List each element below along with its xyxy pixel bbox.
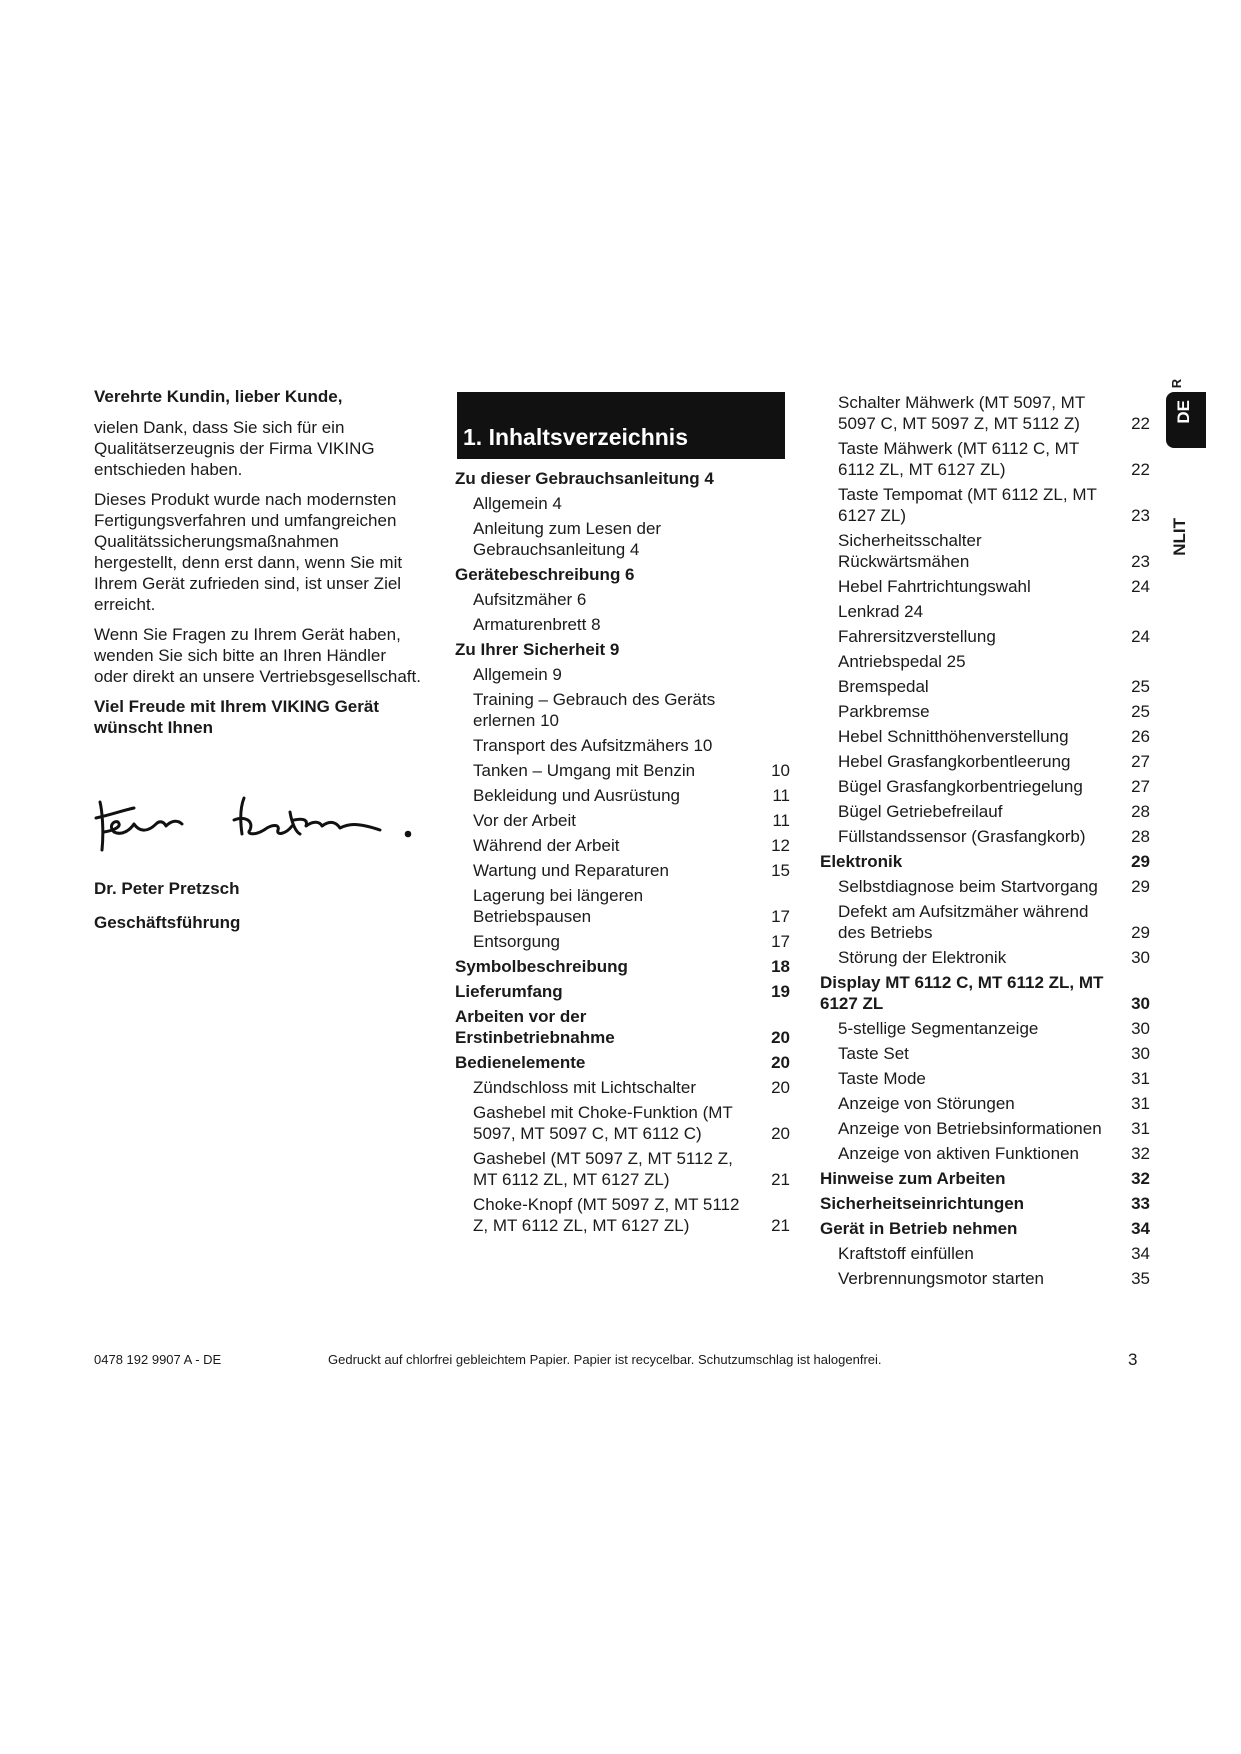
toc-entry-page: 11 [772, 811, 790, 830]
toc-entry[interactable] [820, 601, 1150, 622]
toc-entry[interactable] [455, 810, 790, 831]
toc-entry-page: 30 [1131, 1044, 1150, 1063]
toc-entry[interactable] [455, 885, 790, 927]
toc-entry-title: Hebel Grasfangkorbentleerung [838, 752, 1071, 771]
toc-entry-title: Gashebel (MT 5097 Z, MT 5112 Z, MT 6112 ZL, MT 6127 ZL) [473, 1149, 733, 1189]
toc-entry[interactable] [455, 1077, 790, 1098]
toc-entry-page: 27 [1131, 752, 1150, 771]
toc-entry[interactable] [455, 689, 790, 731]
toc-entry-title: Selbstdiagnose beim Startvorgang [838, 877, 1098, 896]
toc-entry-page: 22 [1131, 460, 1150, 479]
toc-entry-title: Training – Gebrauch des Geräts erlernen 10 [473, 690, 716, 730]
document-code: 0478 192 9907 A - DE [94, 1352, 222, 1367]
toc-entry[interactable] [820, 1168, 1150, 1189]
toc-entry-title: Hinweise zum Arbeiten [820, 1169, 1006, 1188]
toc-entry-title: Gerät in Betrieb nehmen [820, 1219, 1018, 1238]
toc-entry-page: 21 [771, 1216, 790, 1235]
toc-entry-title: Anzeige von Betriebsinformationen [838, 1119, 1102, 1138]
toc-entry[interactable] [455, 564, 790, 585]
toc-entry[interactable] [455, 860, 790, 881]
toc-entry-title: Parkbremse [838, 702, 930, 721]
toc-entry-title: Lieferumfang [455, 982, 563, 1001]
toc-entry-title: Taste Set [838, 1044, 909, 1063]
toc-entry-title: Sicherheitseinrichtungen [820, 1194, 1025, 1213]
signatory-name: Dr. Peter Pretzsch [94, 879, 240, 898]
toc-entry[interactable] [820, 1018, 1150, 1039]
toc-entry-page: 20 [771, 1124, 790, 1143]
toc-entry[interactable] [455, 1148, 790, 1190]
toc-entry[interactable] [820, 651, 1150, 672]
toc-entry-page: 24 [1131, 577, 1150, 596]
toc-entry-page: 30 [1131, 994, 1150, 1013]
toc-entry-page: 10 [771, 761, 790, 780]
toc-entry[interactable] [820, 826, 1150, 847]
toc-entry-page: 29 [1131, 852, 1150, 871]
toc-entry-page: 11 [772, 786, 790, 805]
toc-entry-page: 25 [1131, 677, 1150, 696]
toc-entry-title: Taste Tempomat (MT 6112 ZL, MT 6127 ZL) [838, 485, 1097, 525]
page-number: 3 [1128, 1350, 1138, 1369]
toc-entry-page: 32 [1131, 1169, 1150, 1188]
toc-entry[interactable] [455, 956, 790, 977]
toc-entry[interactable] [820, 676, 1150, 697]
letter-paragraph-3: Wenn Sie Fragen zu Ihrem Gerät haben, wenden Sie sich bitte an Ihren Händler oder direkt an unsere Vertriebsgesellschaft. [94, 625, 421, 686]
toc-entry[interactable] [820, 851, 1150, 872]
toc-entry-title: Anzeige von aktiven Funktionen [838, 1144, 1079, 1163]
toc-entry-title: Hebel Fahrtrichtungswahl [838, 577, 1031, 596]
toc-entry[interactable] [820, 751, 1150, 772]
toc-entry-title: Sicherheitsschalter Rückwärtsmähen [838, 531, 982, 571]
toc-entry-page: 29 [1131, 923, 1150, 942]
toc-entry[interactable] [820, 484, 1150, 526]
toc-entry[interactable] [820, 947, 1150, 968]
toc-entry-page: 22 [1131, 414, 1150, 433]
toc-entry-page: 12 [771, 836, 790, 855]
toc-entry-title: Taste Mode [838, 1069, 926, 1088]
language-tab-r: R [1169, 378, 1185, 389]
toc-entry[interactable] [455, 1052, 790, 1073]
toc-entry-title: Wartung und Reparaturen [473, 861, 669, 880]
toc-entry-title: Taste Mähwerk (MT 6112 C, MT 6112 ZL, MT 6127 ZL) [838, 439, 1079, 479]
toc-entry-page: 31 [1131, 1119, 1150, 1138]
toc-entry[interactable] [820, 1118, 1150, 1139]
signature-image [94, 790, 424, 870]
toc-entry-title: Füllstandssensor (Grasfangkorb) [838, 827, 1086, 846]
toc-entry-title: Anleitung zum Lesen der Gebrauchsanleitung 4 [473, 519, 662, 559]
toc-entry-title: Zu Ihrer Sicherheit 9 [455, 640, 620, 659]
toc-header [457, 392, 785, 459]
toc-entry-title: Anzeige von Störungen [838, 1094, 1015, 1113]
toc-entry-page: 20 [771, 1028, 790, 1047]
toc-entry-title: Aufsitzmäher 6 [473, 590, 587, 609]
toc-entry-title: Choke-Knopf (MT 5097 Z, MT 5112 Z, MT 6112 ZL, MT 6127 ZL) [473, 1195, 740, 1235]
toc-entry-title: Hebel Schnitthöhenverstellung [838, 727, 1069, 746]
toc-entry[interactable] [455, 639, 790, 660]
toc-entry[interactable] [820, 1093, 1150, 1114]
toc-entry[interactable] [820, 701, 1150, 722]
toc-entry-title: Bügel Getriebefreilauf [838, 802, 1003, 821]
toc-entry-page: 26 [1131, 727, 1150, 746]
toc-entry-title: Tanken – Umgang mit Benzin [473, 761, 696, 780]
toc-entry[interactable] [455, 518, 790, 560]
toc-entry-title: Arbeiten vor der Erstinbetriebnahme [455, 1007, 615, 1047]
toc-entry[interactable] [820, 1268, 1150, 1289]
toc-entry-page: 28 [1131, 802, 1150, 821]
toc-entry-title: Lenkrad 24 [838, 602, 924, 621]
toc-entry[interactable] [455, 468, 790, 489]
toc-entry-title: Entsorgung [473, 932, 560, 951]
toc-entry[interactable] [455, 614, 790, 635]
toc-entry-page: 32 [1131, 1144, 1150, 1163]
paper-note: Gedruckt auf chlorfrei gebleichtem Papier. Papier ist recycelbar. Schutzumschlag ist halogenfrei. [328, 1352, 882, 1367]
toc-entry[interactable] [455, 664, 790, 685]
toc-entry[interactable] [455, 493, 790, 514]
toc-entry-page: 30 [1131, 1019, 1150, 1038]
toc-entry-title: Gashebel mit Choke-Funktion (MT 5097, MT 5097 C, MT 6112 C) [473, 1103, 733, 1143]
toc-entry-page: 23 [1131, 506, 1150, 525]
toc-entry-title: Vor der Arbeit [473, 811, 577, 830]
toc-entry-title: Bekleidung und Ausrüstung [473, 786, 680, 805]
language-tab-de[interactable] [1166, 392, 1206, 448]
toc-entry[interactable] [820, 776, 1150, 797]
signatory [94, 872, 240, 940]
toc-entry-title: Störung der Elektronik [838, 948, 1007, 967]
toc-title: 1. Inhaltsverzeichnis [463, 424, 688, 450]
toc-column-right [820, 392, 1150, 1293]
toc-entry[interactable] [820, 1193, 1150, 1214]
toc-entry[interactable] [820, 626, 1150, 647]
letter-closing: Viel Freude mit Ihrem VIKING Gerät wünscht Ihnen [94, 697, 379, 737]
toc-entry-page: 29 [1131, 877, 1150, 896]
toc-entry-title: Bedienelemente [455, 1053, 586, 1072]
toc-entry[interactable] [820, 1243, 1150, 1264]
toc-entry-page: 21 [771, 1170, 790, 1189]
toc-entry[interactable] [455, 981, 790, 1002]
toc-entry-page: 30 [1131, 948, 1150, 967]
toc-entry[interactable] [455, 1194, 790, 1236]
toc-entry[interactable] [455, 735, 790, 756]
toc-entry[interactable] [820, 1043, 1150, 1064]
toc-entry-title: Allgemein 9 [473, 665, 562, 684]
toc-entry[interactable] [455, 931, 790, 952]
language-tab-nlit: NLIT [1170, 518, 1189, 556]
toc-entry-title: Fahrersitzverstellung [838, 627, 996, 646]
toc-entry[interactable] [820, 1143, 1150, 1164]
toc-entry-page: 24 [1131, 627, 1150, 646]
toc-entry-title: Defekt am Aufsitzmäher während des Betriebs [838, 902, 1089, 942]
toc-entry-page: 34 [1131, 1219, 1150, 1238]
toc-entry[interactable] [820, 876, 1150, 897]
toc-entry-title: Transport des Aufsitzmähers 10 [473, 736, 713, 755]
toc-entry[interactable] [820, 1218, 1150, 1239]
toc-column-left [455, 468, 790, 1240]
toc-entry-title: Antriebspedal 25 [838, 652, 966, 671]
letter [94, 386, 424, 747]
toc-entry-title: Schalter Mähwerk (MT 5097, MT 5097 C, MT 5097 Z, MT 5112 Z) [838, 393, 1085, 433]
toc-entry-page: 34 [1131, 1244, 1150, 1263]
letter-paragraph-1: vielen Dank, dass Sie sich für ein Qualitätserzeugnis der Firma VIKING entschieden haben. [94, 418, 375, 479]
toc-entry-page: 18 [771, 957, 790, 976]
toc-entry[interactable] [455, 835, 790, 856]
toc-entry-title: Kraftstoff einfüllen [838, 1244, 974, 1263]
toc-entry[interactable] [820, 901, 1150, 943]
toc-entry[interactable] [455, 785, 790, 806]
toc-entry-title: Während der Arbeit [473, 836, 620, 855]
toc-entry-title: Gerätebeschreibung 6 [455, 565, 635, 584]
toc-entry-page: 17 [771, 932, 790, 951]
toc-entry[interactable] [820, 576, 1150, 597]
toc-entry[interactable] [820, 801, 1150, 822]
toc-entry-title: Zündschloss mit Lichtschalter [473, 1078, 696, 1097]
toc-entry-page: 33 [1131, 1194, 1150, 1213]
toc-entry-page: 25 [1131, 702, 1150, 721]
toc-entry-title: 5-stellige Segmentanzeige [838, 1019, 1039, 1038]
toc-entry-page: 15 [771, 861, 790, 880]
toc-entry-page: 23 [1131, 552, 1150, 571]
toc-entry[interactable] [820, 972, 1150, 1014]
toc-entry-title: Elektronik [820, 852, 903, 871]
letter-paragraph-2: Dieses Produkt wurde nach modernsten Fertigungsverfahren und umfangreichen Qualitätssicherungsmaßnahmen hergestellt, denn erst dann, wenn Sie mit Ihrem Gerät zufrieden sind, ist unser Ziel erreicht. [94, 490, 403, 614]
toc-entry[interactable] [820, 530, 1150, 572]
toc-entry[interactable] [455, 1102, 790, 1144]
toc-entry-title: Bremspedal [838, 677, 929, 696]
toc-entry-page: 28 [1131, 827, 1150, 846]
toc-entry-title: Symbolbeschreibung [455, 957, 628, 976]
toc-entry[interactable] [820, 726, 1150, 747]
toc-entry-page: 35 [1131, 1269, 1150, 1288]
toc-entry-page: 17 [771, 907, 790, 926]
toc-entry-title: Zu dieser Gebrauchsanleitung 4 [455, 469, 714, 488]
signatory-role: Geschäftsführung [94, 913, 241, 932]
toc-entry-page: 20 [771, 1053, 790, 1072]
toc-entry-page: 19 [771, 982, 790, 1001]
toc-entry[interactable] [455, 1006, 790, 1048]
toc-entry-title: Verbrennungsmotor starten [838, 1269, 1045, 1288]
toc-entry[interactable] [455, 589, 790, 610]
toc-entry-title: Armaturenbrett 8 [473, 615, 601, 634]
toc-entry-page: 27 [1131, 777, 1150, 796]
toc-entry-title: Bügel Grasfangkorbentriegelung [838, 777, 1083, 796]
toc-entry[interactable] [820, 1068, 1150, 1089]
toc-entry-page: 31 [1131, 1069, 1150, 1088]
toc-entry-page: 31 [1131, 1094, 1150, 1113]
letter-greeting: Verehrte Kundin, lieber Kunde, [94, 387, 343, 406]
toc-entry-page: 20 [771, 1078, 790, 1097]
toc-entry[interactable] [455, 760, 790, 781]
toc-entry-title: Display MT 6112 C, MT 6112 ZL, MT 6127 ZL [820, 973, 1104, 1013]
toc-entry[interactable] [820, 438, 1150, 480]
language-tab-de-label: DE [1174, 400, 1193, 424]
toc-entry-title: Lagerung bei längeren Betriebspausen [473, 886, 644, 926]
toc-entry-title: Allgemein 4 [473, 494, 562, 513]
toc-entry[interactable] [820, 392, 1150, 434]
